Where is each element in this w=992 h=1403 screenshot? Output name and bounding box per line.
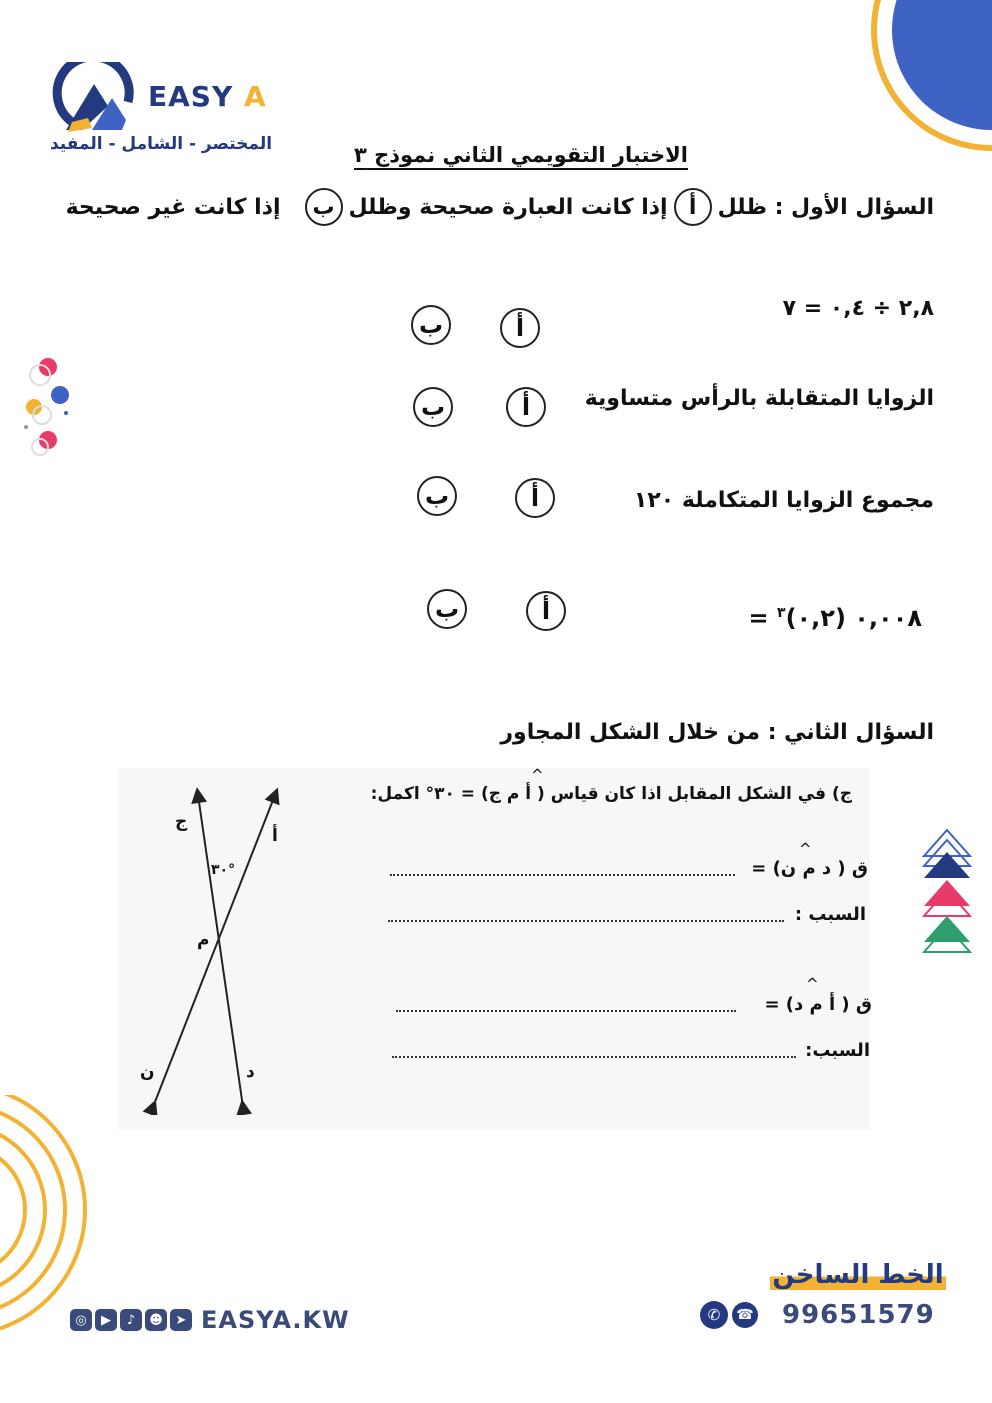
angle-hat-icon: ^ [531, 766, 544, 784]
snapchat-icon[interactable]: ☻ [145, 1309, 167, 1331]
tiktok-icon[interactable]: ♪ [120, 1309, 142, 1331]
statement-rest: = ٠,٠٠٨ [748, 604, 922, 632]
logo-mark-icon [52, 62, 147, 134]
statement-exponent: ٣ [777, 605, 786, 621]
hotline-number[interactable]: 99651579 [782, 1300, 935, 1330]
angle-hat-icon: ^ [806, 975, 819, 993]
brand-tagline: المختصر - الشامل - المفيد [49, 134, 273, 154]
question1-item-4-option-a[interactable]: أ [526, 591, 566, 631]
telegram-icon[interactable]: ➤ [170, 1309, 192, 1331]
page-title: الاختبار التقويمي الثاني نموذج ٣ [353, 143, 688, 167]
question1-item-1-option-b[interactable]: ب [411, 305, 451, 345]
option-b-sample-icon: ب [305, 188, 343, 226]
answer-line-1[interactable] [390, 874, 735, 876]
website-link[interactable]: EASYA.KW [201, 1306, 350, 1334]
youtube-icon[interactable]: ▶ [95, 1309, 117, 1331]
statement-base: (٠,٢) [785, 604, 846, 632]
intersecting-lines-figure [135, 785, 295, 1115]
brand-name-accent: A [244, 80, 267, 113]
corner-decoration-bottom-left [0, 1095, 95, 1335]
hotline-label: الخط الساخن [770, 1260, 946, 1290]
question2-title: السؤال الثاني : من خلال الشكل المجاور [500, 720, 934, 745]
question1-item-3-statement: مجموع الزوايا المتكاملة ١٢٠ [633, 488, 934, 513]
figure-label-nun: ن [140, 1062, 155, 1082]
reason-line-1[interactable] [388, 920, 784, 922]
phone-icon[interactable]: ☎ [732, 1302, 758, 1328]
dots-decoration [20, 355, 80, 465]
question1-item-3-option-a[interactable]: أ [515, 478, 555, 518]
angle-hat-icon: ^ [799, 840, 812, 858]
question1-intro-a: السؤال الأول : ظلل [717, 194, 934, 220]
hotline-row [700, 1300, 935, 1330]
option-a-sample-icon: أ [674, 188, 712, 226]
question2-line2-label: ق ( أ م د) = [764, 994, 872, 1015]
line-alif-nun [153, 795, 275, 1107]
corner-decoration-top-right [840, 0, 992, 160]
answer-line-2[interactable] [396, 1010, 736, 1012]
question1-item-2-option-a[interactable]: أ [506, 387, 546, 427]
reason-line-2[interactable] [392, 1056, 796, 1058]
question2-line1-label: ق ( د م ن) = [751, 858, 868, 879]
question1-item-4-statement [749, 604, 922, 632]
question1-item-2-statement: الزوايا المتقابلة بالرأس متساوية [584, 386, 934, 411]
question1-intro-b: إذا كانت العبارة صحيحة وظلل [348, 194, 668, 220]
logo [48, 62, 288, 162]
question2-reason1-label: السبب : [794, 904, 866, 925]
figure-label-angle: ٣٠° [211, 862, 236, 878]
footer-social-bar [70, 1306, 350, 1334]
triangles-decoration [922, 828, 972, 956]
line-jim-dal [198, 795, 243, 1107]
brand-name: EASY [148, 80, 244, 113]
question2-prompt: ج) في الشكل المقابل اذا كان قياس ( أ م ج) = ٣٠° اكمل: [370, 784, 852, 804]
instagram-icon[interactable]: ◎ [70, 1309, 92, 1331]
question1-item-2-option-b[interactable]: ب [413, 387, 453, 427]
question1-item-4-option-b[interactable]: ب [427, 589, 467, 629]
figure-label-alif: أ [272, 826, 278, 846]
question1-item-1-statement: ٢,٨ ÷ ٠,٤ = ٧ [782, 296, 934, 321]
whatsapp-icon[interactable]: ✆ [700, 1301, 728, 1329]
figure-label-mim: م [197, 930, 210, 950]
question1-instructions [66, 188, 934, 226]
question1-item-3-option-b[interactable]: ب [417, 476, 457, 516]
question1-item-1-option-a[interactable]: أ [500, 308, 540, 348]
figure-label-dal: د [246, 1062, 255, 1082]
figure-label-jim: ج [175, 812, 188, 832]
question2-reason2-label: السبب: [805, 1040, 870, 1061]
question1-intro-c: إذا كانت غير صحيحة [65, 194, 281, 220]
